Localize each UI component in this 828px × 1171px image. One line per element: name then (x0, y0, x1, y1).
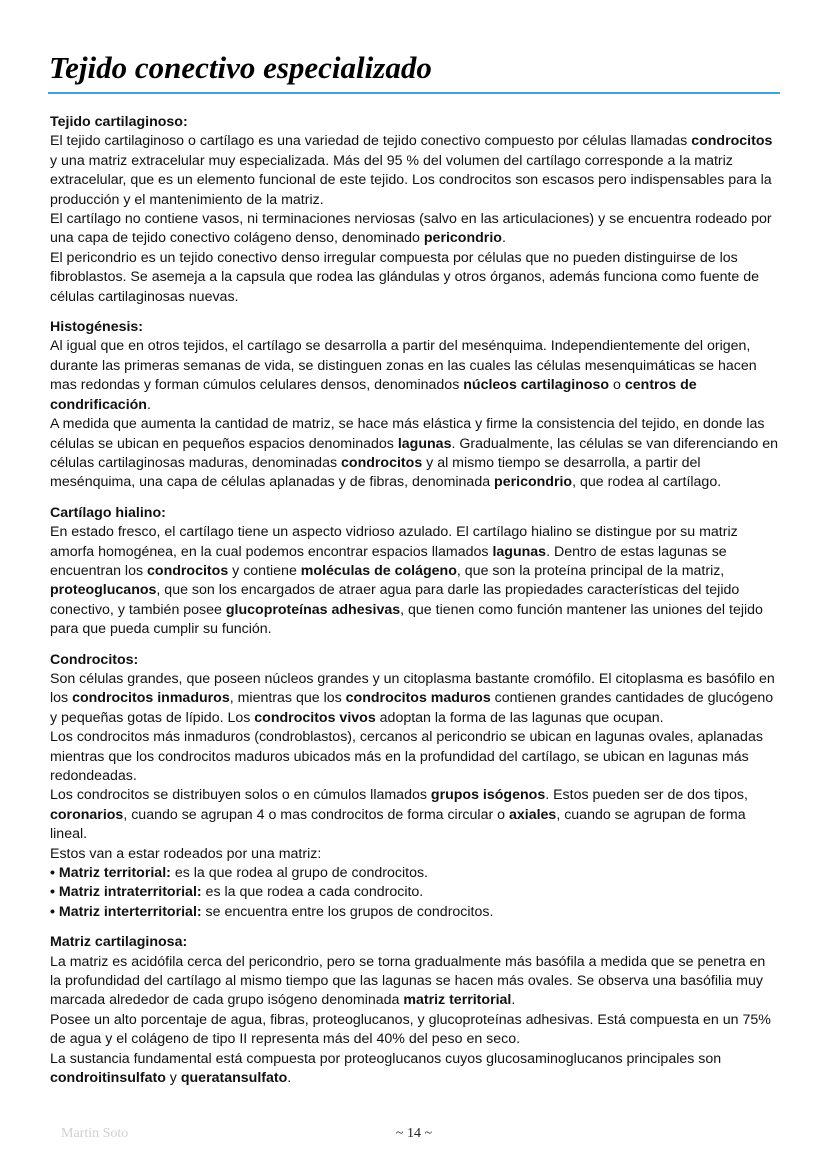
bold-term: condrocitos inmaduros (72, 690, 230, 707)
text-run: , que rodea al cartílago. (572, 474, 722, 491)
bold-term: condrocitos (691, 133, 773, 150)
bold-term: lagunas (492, 543, 547, 560)
paragraph (50, 415, 780, 493)
text-run: y al mismo tiempo se desarrolla, a partir del mesénquima, una capa de células aplanadas y de fibras, denominada (50, 454, 701, 491)
bold-term: Matriz intraterritorial: (58, 884, 202, 901)
text-run: o (609, 377, 625, 394)
bold-term: condrocitos maduros (345, 690, 491, 707)
section (50, 113, 780, 307)
bold-term: Matriz territorial: (58, 865, 171, 882)
text-run: La sustancia fundamental está compuesta por proteoglucanos cuyos glucosaminoglucanos principales son (50, 1050, 722, 1067)
bold-term: axiales (508, 806, 557, 823)
text-run: El pericondrio es un tejido conectivo denso irregular compuesta por células que no pueden distinguirse de los fibroblastos. Se asemeja a la capsula que rodea las glándulas y otros órganos, además funciona como fuente de células cartilaginosas nuevas. (50, 249, 760, 305)
bold-term: glucoproteínas adhesivas (225, 601, 401, 618)
bold-term: queratansulfato (180, 1070, 288, 1087)
text-run: . (146, 396, 151, 413)
text-run: , mientras que los (229, 690, 346, 707)
text-run: adoptan la forma de las lagunas que ocupan. (375, 709, 664, 726)
paragraph (50, 786, 780, 844)
paragraph (50, 210, 780, 249)
bold-term: • (50, 903, 59, 920)
text-run: , que son los encargados de atraer agua para darle las propiedades características del tejido conectivo, y también posee (50, 582, 740, 618)
section-heading: Cartílago hialino: (50, 504, 166, 521)
text-run: En estado fresco, el cartílago tiene un aspecto vidrioso azulado. El cartílago hialino se distingue por su matriz amorfa homogénea, en la cual podemos encontrar espacios llamados (50, 524, 738, 560)
bold-term: condrocitos (341, 454, 423, 471)
text-run: El tejido cartilaginoso o cartílago es una variedad de tejido conectivo compuesto por células llamadas (50, 133, 692, 150)
bold-term: pericondrio (423, 230, 502, 247)
page-title: Tejido conectivo especializado (49, 50, 432, 85)
text-run: es la que rodea a cada condrocito. (201, 884, 424, 901)
section-heading: Matriz cartilaginosa: (50, 934, 188, 951)
paragraph (50, 337, 780, 415)
paragraph (50, 670, 780, 728)
text-run: . (287, 1070, 292, 1087)
paragraph (50, 903, 780, 922)
section-heading: Condrocitos: (50, 651, 139, 668)
paragraph (50, 1050, 780, 1089)
document-body (50, 113, 780, 1100)
paragraph (50, 132, 780, 210)
page-number: ~ 14 ~ (395, 1126, 433, 1141)
text-run: . Gradualmente, las células se van diferenciando en células cartilaginosas maduras, denominadas (50, 435, 778, 471)
text-run: , cuando se agrupan 4 o mas condrocitos de forma circular o (123, 806, 509, 823)
bold-term: condrocitos vivos (254, 709, 376, 726)
text-run: se encuentra entre los grupos de condrocitos. (201, 903, 494, 920)
text-run: Los condrocitos más inmaduros (condroblastos), cercanos al pericondrio se ubican en lagunas ovales, aplanadas mientras que los condrocitos maduros ubicados más en la profundidad del cartílago, se ubican en lagunas más redondeadas. (50, 729, 763, 784)
section (50, 318, 780, 493)
bold-term: • (50, 884, 59, 901)
paragraph (50, 845, 780, 864)
paragraph (50, 728, 780, 786)
text-run: . Estos pueden ser de dos tipos, (545, 787, 748, 804)
text-run: , que son la proteína principal de la matriz, (456, 562, 725, 579)
bold-term: • (50, 865, 59, 882)
section (50, 933, 780, 1088)
text-run: Los condrocitos se distribuyen solos o en cúmulos llamados (50, 787, 431, 804)
section (50, 651, 780, 923)
paragraph (50, 953, 780, 1011)
paragraph (50, 883, 780, 902)
text-run: es la que rodea al grupo de condrocitos. (170, 865, 428, 882)
text-run: Al igual que en otros tejidos, el cartílago se desarrolla a partir del mesénquima. Independientemente del origen, durante las primeras semanas de vida, se distinguen zonas en las cuales las células mesenquimáticas se hacen mas redondas y forman cúmulos celulares densos, denominados (50, 338, 757, 394)
text-run: . Dentro de estas lagunas se encuentran los (50, 543, 727, 579)
text-run: y contiene (228, 562, 301, 579)
text-run: Estos van a estar rodeados por una matriz: (50, 845, 322, 862)
text-run: contienen grandes cantidades de glucógeno y pequeñas gotas de lípido. Los (50, 690, 774, 726)
paragraph (50, 249, 780, 307)
section (50, 504, 780, 640)
text-run: . (501, 230, 506, 247)
text-run: y (165, 1070, 181, 1087)
section-heading: Tejido cartilaginoso: (50, 114, 188, 130)
text-run: El cartílago no contiene vasos, ni terminaciones nerviosas (salvo en las articulaciones) y se encuentra rodeado por una capa de tejido conectivo colágeno denso, denominado (50, 211, 772, 247)
text-run: Posee un alto porcentaje de agua, fibras, proteoglucanos, y glucoproteínas adhesivas. Está compuesta en un 75% de agua y el colágeno de tipo II representa más del 40% del peso en seco. (50, 1011, 771, 1048)
paragraph (50, 523, 780, 639)
title-underline (48, 92, 780, 94)
bold-term: Matriz interterritorial: (58, 903, 202, 920)
bold-term: coronarios (50, 806, 124, 823)
text-run: La matriz es acidófila cerca del pericondrio, pero se torna gradualmente más basófila a medida que se penetra en la profundidad del cartílago al mismo tiempo que las lagunas se hacen más ovales. Se observa una basófilia muy marcada alrededor de cada grupo isógeno denominada (50, 953, 766, 1009)
text-run: y una matriz extracelular muy especializada. Más del 95 % del volumen del cartílago corresponde a la matriz extracelular, que es un elemento funcional de este tejido. Los condrocitos son escasos pero indispensables para la producción y el mantenimiento de la matriz. (50, 152, 772, 208)
footer-author: Martin Soto (61, 1126, 129, 1141)
text-run: Son células grandes, que poseen núcleos grandes y un citoplasma bastante cromófilo. El citoplasma es basófilo en los (50, 670, 775, 707)
bold-term: proteoglucanos (50, 582, 157, 599)
bold-term: moléculas de colágeno (300, 562, 457, 579)
bold-term: grupos isógenos (430, 787, 546, 804)
section-heading: Histogénesis: (50, 319, 144, 336)
text-run: , cuando se agrupan de forma lineal. (50, 806, 746, 843)
bold-term: condroitinsulfato (50, 1070, 166, 1087)
bold-term: condrocitos (147, 562, 229, 579)
bold-term: centros de condrificación (50, 377, 697, 413)
bold-term: núcleos cartilaginoso (463, 377, 610, 394)
text-run: , que tienen como función mantener las uniones del tejido para que pueda cumplir su función. (50, 601, 763, 638)
bold-term: matriz territorial (403, 992, 512, 1009)
paragraph (50, 1011, 780, 1050)
bold-term: lagunas (397, 435, 452, 452)
bold-term: pericondrio (494, 474, 573, 491)
text-run: . (511, 992, 516, 1009)
paragraph (50, 864, 780, 883)
text-run: A medida que aumenta la cantidad de matriz, se hace más elástica y firme la consistencia del tejido, en donde las células se ubican en pequeños espacios denominados (50, 416, 765, 452)
